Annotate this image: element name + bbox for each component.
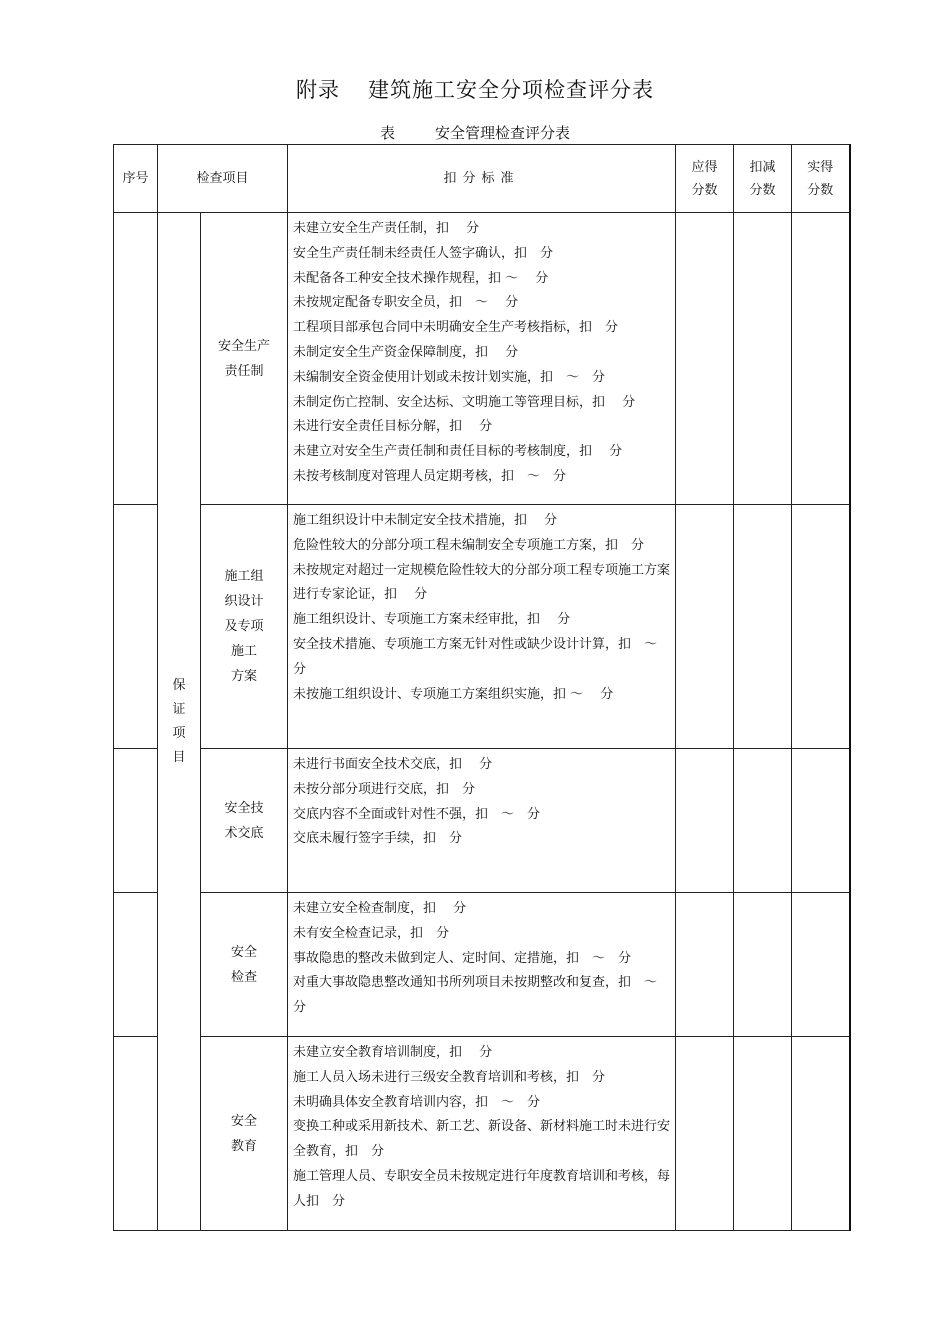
actual-score-cell: [792, 213, 850, 505]
criteria-line: 变换工种或采用新技术、新工艺、新设备、新材料施工时未进行安全教育，扣 分: [293, 1119, 671, 1160]
item-name-cell: [201, 1037, 288, 1231]
due-score-cell: [676, 893, 734, 1037]
item-name-line: 责任制: [224, 363, 264, 379]
group-label-cell: [158, 213, 201, 1231]
criteria-line: 未有安全检查记录，扣 分: [293, 925, 450, 941]
due-score-cell: [676, 1037, 734, 1231]
criteria-line: 工程项目部承包合同中未明确安全生产考核指标，扣 分: [293, 320, 619, 336]
header-item: 检查项目: [158, 145, 288, 213]
item-name-line: 施工组: [224, 569, 264, 584]
criteria-cell: [288, 893, 676, 1037]
due-score-cell: [676, 749, 734, 893]
criteria-line: 未按施工组织设计、专项施工方案组织实施，扣 ～ 分: [293, 686, 614, 702]
header-seq: 序号: [114, 145, 158, 213]
seq-cell: [114, 505, 158, 749]
criteria-line: 危险性较大的分部分项工程未编制安全专项施工方案，扣 分: [293, 537, 645, 553]
due-score-cell: [676, 213, 734, 505]
item-name-line: 教育: [231, 1138, 258, 1154]
criteria-line: 安全生产责任制未经责任人签字确认，扣 分: [293, 245, 554, 261]
item-name-cell: [201, 505, 288, 749]
criteria-line: 交底内容不全面或针对性不强，扣 ～ 分: [293, 806, 541, 822]
criteria-line: 未进行安全责任目标分解，扣 分: [293, 419, 493, 435]
item-name-line: 织设计: [224, 594, 264, 609]
header-due-2: 分数: [691, 182, 718, 198]
item-name-cell: [201, 749, 288, 893]
criteria-line: 未配备各工种安全技术操作规程，扣 ～ 分: [293, 270, 549, 286]
criteria-line: 施工组织设计、专项施工方案未经审批，扣 分: [293, 612, 571, 628]
criteria-line: 事故隐患的整改未做到定人、定时间、定措施，扣 ～ 分: [293, 950, 632, 966]
seq-cell: [114, 893, 158, 1037]
page-title: [0, 74, 950, 104]
item-name-line: 及专项: [224, 619, 264, 634]
deduct-score-cell: [734, 893, 792, 1037]
criteria-line: 未进行书面安全技术交底，扣 分: [293, 757, 493, 772]
actual-score-cell: [792, 505, 850, 749]
caption-prefix: 表: [379, 124, 395, 142]
group-label-char: 保: [172, 677, 186, 693]
deduct-score-cell: [734, 749, 792, 893]
criteria-line: 未制定伤亡控制、安全达标、文明施工等管理目标，扣 分: [293, 394, 636, 410]
criteria-line: 未明确具体安全教育培训内容，扣 ～ 分: [293, 1094, 541, 1110]
item-name-line: 术交底: [224, 825, 264, 841]
item-name-cell: [201, 893, 288, 1037]
criteria-line: 未建立安全检查制度，扣 分: [293, 901, 467, 916]
item-name-line: 安全: [231, 1113, 258, 1129]
table-row: [114, 213, 850, 505]
criteria-line: 未建立安全生产责任制，扣 分: [293, 221, 480, 236]
criteria-line: 对重大事故隐患整改通知书所列项目未按期整改和复查，扣 ～ 分: [293, 975, 671, 1016]
deduct-score-cell: [734, 505, 792, 749]
item-name-line: 方案: [231, 669, 258, 684]
group-label-char: 证: [172, 701, 186, 717]
header-deduct-2: 分数: [749, 182, 776, 198]
item-name-cell: [201, 213, 288, 505]
criteria-line: 未建立对安全生产责任制和责任目标的考核制度，扣 分: [293, 444, 623, 460]
seq-cell: [114, 1037, 158, 1231]
header-deduct-score: [734, 145, 792, 213]
item-name-line: 施工: [231, 644, 258, 659]
table-row: [114, 893, 850, 1037]
seq-cell: [114, 749, 158, 893]
actual-score-cell: [792, 893, 850, 1037]
table-caption: [0, 122, 950, 143]
criteria-line: 施工组织设计中未制定安全技术措施，扣 分: [293, 513, 558, 528]
item-name-line: 安全: [231, 944, 258, 960]
seq-cell: [114, 213, 158, 505]
criteria-line: 未按考核制度对管理人员定期考核，扣 ～ 分: [293, 468, 567, 484]
criteria-cell: [288, 213, 676, 505]
header-row: [114, 145, 850, 213]
criteria-cell: [288, 1037, 676, 1231]
actual-score-cell: [792, 749, 850, 893]
item-name-line: 安全技: [224, 800, 264, 816]
group-label-char: 目: [172, 749, 186, 765]
criteria-cell: [288, 749, 676, 893]
criteria-line: 未编制安全资金使用计划或未按计划实施，扣 ～ 分: [293, 369, 606, 385]
caption-main: 安全管理检查评分表: [435, 124, 571, 142]
item-name-line: 安全生产: [218, 338, 271, 354]
criteria-line: 未制定安全生产资金保障制度，扣 分: [293, 344, 519, 360]
deduct-score-cell: [734, 213, 792, 505]
table-row: [114, 505, 850, 749]
table-body: [114, 213, 850, 1231]
deduct-score-cell: [734, 1037, 792, 1231]
header-due-1: 应得: [691, 159, 718, 175]
criteria-line: 施工人员入场未进行三级安全教育培训和考核，扣 分: [293, 1069, 606, 1085]
header-standard: 扣分标准: [288, 145, 676, 213]
table-row: [114, 1037, 850, 1231]
header-due-score: [676, 145, 734, 213]
table-row: [114, 749, 850, 893]
criteria-line: 未按规定对超过一定规模危险性较大的分部分项工程专项施工方案进行专家论证，扣 分: [293, 562, 671, 603]
criteria-line: 未按分部分项进行交底，扣 分: [293, 781, 476, 797]
header-actual-score: [792, 145, 850, 213]
due-score-cell: [676, 505, 734, 749]
header-deduct-1: 扣减: [749, 159, 776, 175]
title-prefix: 附录: [296, 78, 340, 102]
criteria-line: 安全技术措施、专项施工方案无针对性或缺少设计计算，扣 ～ 分: [293, 636, 671, 677]
title-main: 建筑施工安全分项检查评分表: [368, 78, 654, 102]
criteria-cell: [288, 505, 676, 749]
criteria-line: 未按规定配备专职安全员，扣 ～ 分: [293, 295, 519, 311]
actual-score-cell: [792, 1037, 850, 1231]
score-table: [113, 144, 851, 1231]
item-name-line: 检查: [231, 969, 258, 985]
header-actual-2: 分数: [807, 182, 834, 198]
group-label-char: 项: [172, 725, 186, 741]
criteria-line: 交底未履行签字手续，扣 分: [293, 831, 463, 847]
criteria-line: 施工管理人员、专职安全员未按规定进行年度教育培训和考核，每人扣 分: [293, 1168, 671, 1209]
header-actual-1: 实得: [807, 159, 834, 175]
criteria-line: 未建立安全教育培训制度，扣 分: [293, 1045, 493, 1060]
